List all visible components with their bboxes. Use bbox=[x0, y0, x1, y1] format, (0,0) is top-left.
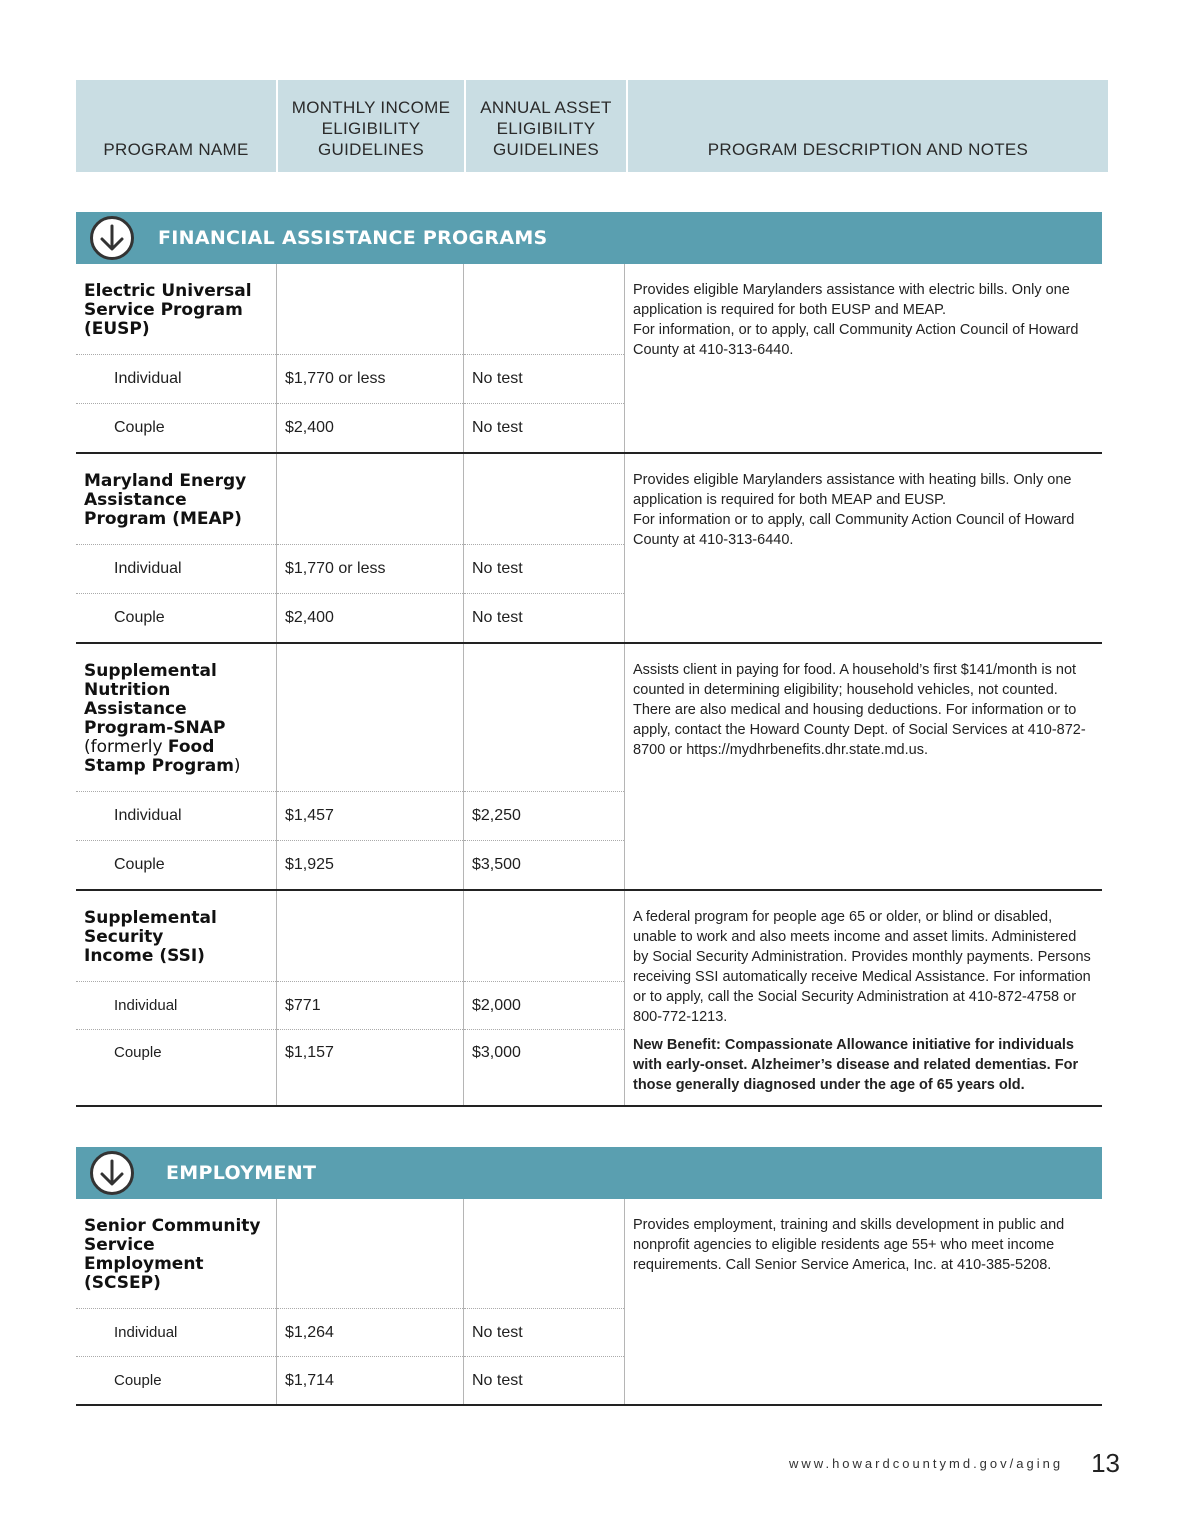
header-program-name: PROGRAM NAME bbox=[76, 80, 276, 172]
asset-couple: No test bbox=[464, 403, 624, 452]
row-label-individual: Individual bbox=[76, 1308, 276, 1356]
page-content bbox=[76, 80, 1102, 1406]
asset-individual: No test bbox=[464, 544, 624, 593]
program-description: Provides employment, training and skills development in public and nonprofit agencies to eligible residents age 55+ who meet income requirements. Call Senior Service America, Inc. at 410-385-5208. bbox=[633, 1217, 1065, 1273]
row-label-couple: Couple bbox=[76, 403, 276, 452]
row-label-individual: Individual bbox=[76, 544, 276, 593]
row-label-couple: Couple bbox=[76, 840, 276, 889]
new-benefit-note: New Benefit: Compassionate Allowance initiative for individuals with early-onset. Alzheimer’s disease and related dementias. For those generally diagnosed under the age of 65 years old. bbox=[633, 1037, 1079, 1093]
page-footer bbox=[789, 1448, 1120, 1479]
section-title: FINANCIAL ASSISTANCE PROGRAMS bbox=[158, 227, 548, 249]
page-number: 13 bbox=[1091, 1448, 1120, 1478]
asset-individual: $2,000 bbox=[464, 981, 624, 1029]
program-ssi bbox=[76, 891, 1102, 1107]
arrow-down-circle-icon bbox=[90, 1151, 134, 1195]
section-banner-financial bbox=[76, 212, 1102, 264]
header-monthly-income: MONTHLY INCOME ELIGIBILITY GUIDELINES bbox=[278, 80, 464, 172]
section-banner-employment bbox=[76, 1147, 1102, 1199]
income-individual: $1,770 or less bbox=[277, 544, 463, 593]
program-name: Electric Universal Service Program (EUSP) bbox=[84, 281, 252, 339]
income-couple: $2,400 bbox=[277, 593, 463, 642]
program-description: A federal program for people age 65 or older, or blind or disabled, unable to work and also meets income and asset limits. Administered by Social Security Administration. Provides monthly payments. Persons receiving SSI automatically receive Medical Assistance. For information or to apply, call the Social Security Administration at 410-872-4758 or 800-772-1213. New Benefit: Compassionate Allowance initiative for individuals with early-onset. Alzheimer’s disease and related dementias. For those generally diagnosed under the age of 65 years old. bbox=[625, 891, 1102, 1105]
program-eusp bbox=[76, 264, 1102, 454]
asset-couple: $3,000 bbox=[464, 1029, 624, 1105]
asset-couple: No test bbox=[464, 1356, 624, 1404]
program-meap bbox=[76, 454, 1102, 644]
income-individual: $1,770 or less bbox=[277, 354, 463, 403]
program-description: Provides eligible Marylanders assistance with electric bills. Only one application is required for both EUSP and MEAP. For information, or to apply, call Community Action Council of Howard County at 410-313-6440. bbox=[633, 282, 1079, 358]
arrow-down-circle-icon bbox=[90, 216, 134, 260]
program-name: Maryland Energy Assistance Program (MEAP) bbox=[84, 471, 247, 529]
income-individual: $771 bbox=[277, 981, 463, 1029]
asset-individual: No test bbox=[464, 1308, 624, 1356]
row-label-couple: Couple bbox=[76, 1029, 276, 1105]
income-couple: $1,714 bbox=[277, 1356, 463, 1404]
row-label-couple: Couple bbox=[76, 593, 276, 642]
asset-couple: No test bbox=[464, 593, 624, 642]
income-individual: $1,264 bbox=[277, 1308, 463, 1356]
program-snap bbox=[76, 644, 1102, 891]
income-individual: $1,457 bbox=[277, 791, 463, 840]
asset-couple: $3,500 bbox=[464, 840, 624, 889]
asset-individual: $2,250 bbox=[464, 791, 624, 840]
program-scsep bbox=[76, 1199, 1102, 1406]
row-label-individual: Individual bbox=[76, 791, 276, 840]
footer-url[interactable]: www.howardcountymd.gov/aging bbox=[789, 1456, 1064, 1471]
income-couple: $2,400 bbox=[277, 403, 463, 452]
header-annual-asset: ANNUAL ASSET ELIGIBILITY GUIDELINES bbox=[466, 80, 626, 172]
table-header bbox=[76, 80, 1102, 172]
program-name: Supplemental Nutrition Assistance Program-SNAP (formerly Food Stamp Program) bbox=[84, 661, 241, 776]
income-couple: $1,157 bbox=[277, 1029, 463, 1105]
program-name: Senior Community Service Employment (SCSEP) bbox=[84, 1216, 261, 1293]
income-couple: $1,925 bbox=[277, 840, 463, 889]
header-description: PROGRAM DESCRIPTION AND NOTES bbox=[628, 80, 1108, 172]
program-description: Assists client in paying for food. A household’s first $141/month is not counted in determining eligibility; household vehicles, not counted. There are also medical and housing deductions. For information or to apply, contact the Howard County Dept. of Social Services at 410-872-8700 or https://mydhrbenefits.dhr.state.md.us. bbox=[633, 662, 1086, 758]
section-title: EMPLOYMENT bbox=[166, 1162, 317, 1184]
row-label-individual: Individual bbox=[76, 981, 276, 1029]
row-label-individual: Individual bbox=[76, 354, 276, 403]
program-description: Provides eligible Marylanders assistance with heating bills. Only one application is required for both MEAP and EUSP. For information or to apply, call Community Action Council of Howard County at 410-313-6440. bbox=[633, 472, 1075, 548]
program-name: Supplemental Security Income (SSI) bbox=[84, 908, 217, 966]
row-label-couple: Couple bbox=[76, 1356, 276, 1404]
asset-individual: No test bbox=[464, 354, 624, 403]
